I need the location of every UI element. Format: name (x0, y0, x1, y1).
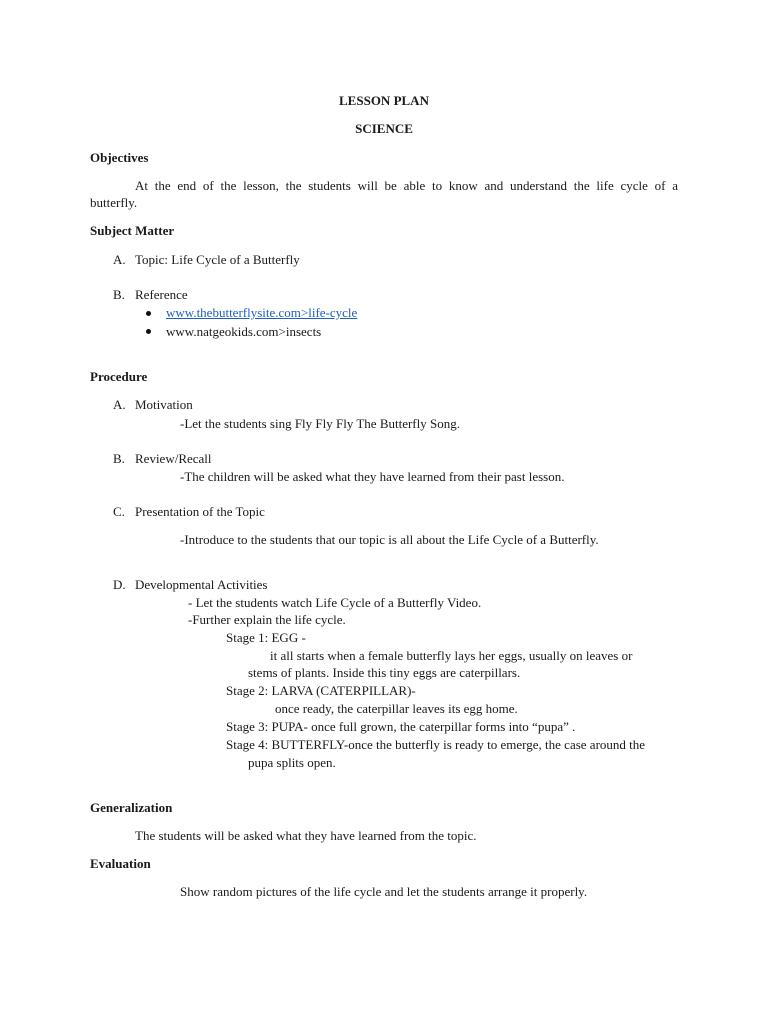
topic-letter: A. (113, 252, 126, 267)
evaluation-heading: Evaluation (90, 856, 151, 871)
motivation-letter: A. (113, 397, 126, 412)
generalization-text: The students will be asked what they have learned from the topic. (135, 828, 477, 843)
review-label: Review/Recall (135, 451, 212, 466)
procedure-heading: Procedure (90, 369, 148, 384)
stage2-label: Stage 2: LARVA (CATERPILLAR)- (226, 683, 416, 698)
developmental-line1: - Let the students watch Life Cycle of a Butterfly Video. (188, 595, 482, 610)
document-title: LESSON PLAN (339, 93, 429, 108)
objectives-text-line1: At the end of the lesson, the students will be able to know and understand the life cycle of a (135, 178, 678, 193)
stage1-line2: stems of plants. Inside this tiny eggs are caterpillars. (248, 665, 521, 680)
reference-label: Reference (135, 287, 188, 302)
developmental-line2: -Further explain the life cycle. (188, 612, 346, 627)
stage1-line1: it all starts when a female butterfly lays her eggs, usually on leaves or (270, 648, 633, 663)
objectives-heading: Objectives (90, 150, 149, 165)
developmental-letter: D. (113, 577, 126, 592)
motivation-label: Motivation (135, 397, 193, 412)
presentation-text: -Introduce to the students that our topic is all about the Life Cycle of a Butterfly. (180, 532, 599, 547)
motivation-text: -Let the students sing Fly Fly Fly The Butterfly Song. (180, 416, 460, 431)
bullet-icon (146, 311, 151, 316)
objectives-text-line2: butterfly. (90, 195, 138, 210)
topic-text: Topic: Life Cycle of a Butterfly (135, 252, 300, 267)
stage4-line2: pupa splits open. (248, 755, 336, 770)
reference-letter: B. (113, 287, 125, 302)
subject-title: SCIENCE (355, 121, 413, 136)
review-text: -The children will be asked what they have learned from their past lesson. (180, 469, 565, 484)
stage3-line: Stage 3: PUPA- once full grown, the caterpillar forms into “pupa” . (226, 719, 576, 734)
developmental-label: Developmental Activities (135, 577, 268, 592)
bullet-icon (146, 329, 151, 334)
subject-matter-heading: Subject Matter (90, 223, 175, 238)
presentation-letter: C. (113, 504, 125, 519)
review-letter: B. (113, 451, 125, 466)
stage1-label: Stage 1: EGG - (226, 630, 306, 645)
evaluation-text: Show random pictures of the life cycle and let the students arrange it properly. (180, 884, 588, 899)
generalization-heading: Generalization (90, 800, 173, 815)
stage2-line1: once ready, the caterpillar leaves its egg home. (275, 701, 518, 716)
reference-link-butterflysite[interactable]: www.thebutterflysite.com>life-cycle (166, 305, 358, 320)
reference-natgeokids: www.natgeokids.com>insects (166, 324, 322, 339)
stage4-line1: Stage 4: BUTTERFLY-once the butterfly is ready to emerge, the case around the (226, 737, 646, 752)
presentation-label: Presentation of the Topic (135, 504, 265, 519)
